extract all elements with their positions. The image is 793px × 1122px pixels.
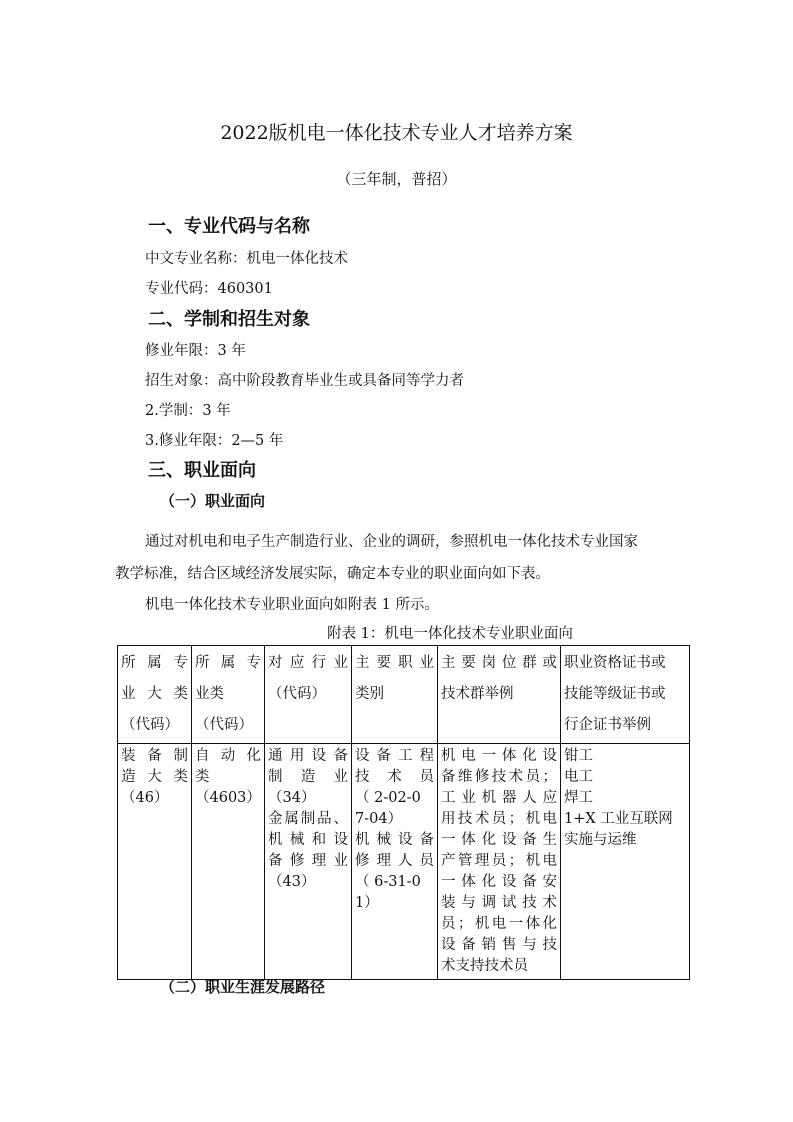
paragraph-line-3: 机电一体化技术专业职业面向如附表 1 所示。: [145, 597, 439, 613]
study-years-range: 3.修业年限：2—5 年: [145, 433, 284, 449]
career-orientation-table: [117, 645, 690, 980]
enrollment-target: 招生对象：高中阶段教育毕业生或具备同等学力者: [145, 373, 464, 389]
body-cell-line: （ 6-31-0: [355, 874, 421, 890]
body-cell-line: （ 2-02-0: [355, 790, 421, 806]
header-cell-line: 类别: [355, 686, 384, 702]
body-cell: [352, 744, 438, 980]
table-caption: 附表 1：机电一体化技术专业职业面向: [327, 626, 573, 642]
body-cell-line: 电工: [564, 769, 593, 785]
body-cell-line: 修理人员: [355, 853, 434, 869]
document-title: 2022版机电一体化技术专业人才培养方案: [220, 122, 573, 144]
body-cell-line: 设备工程: [355, 748, 434, 764]
header-cell-line: 行企证书举例: [564, 717, 651, 733]
document-subtitle: （三年制，普招）: [336, 170, 457, 188]
subheading-career-orientation: （一）职业面向: [160, 492, 266, 510]
header-cell-line: 所 属 专: [195, 655, 261, 671]
major-name: 中文专业名称：机电一体化技术: [145, 251, 348, 267]
header-cell: [192, 646, 265, 744]
body-cell-line: 通用设备: [268, 748, 348, 764]
body-cell-line: 装与调试技术: [441, 895, 557, 911]
paragraph-line-1: 通过对机电和电子生产制造行业、企业的调研，参照机电一体化技术专业国家: [145, 534, 638, 550]
body-cell-line: 类: [195, 769, 210, 785]
header-cell-line: 对应行业: [268, 655, 348, 671]
body-cell-line: 一体化设备生: [441, 832, 557, 848]
header-cell: [352, 646, 438, 744]
body-cell: [118, 744, 192, 980]
header-cell: [561, 646, 690, 744]
body-cell: [265, 744, 352, 980]
body-cell-line: 钳工: [564, 748, 593, 764]
heading-duration-enrollment: 二、学制和招生对象: [148, 309, 310, 330]
header-cell-line: 所 属 专: [121, 655, 188, 671]
heading-career-orientation: 三、职业面向: [148, 460, 256, 481]
study-years: 修业年限：3 年: [145, 343, 246, 359]
body-cell-line: （43）: [268, 874, 316, 890]
body-cell-line: （4603）: [195, 790, 261, 806]
table-row: [118, 744, 690, 980]
body-cell-line: 工业机器人应: [441, 790, 557, 806]
header-cell-line: （代码）: [268, 686, 326, 702]
body-cell-line: 设备销售与技: [441, 937, 557, 953]
header-cell-line: 主要岗位群或: [441, 655, 557, 671]
header-cell-line: 技能等级证书或: [564, 686, 666, 702]
body-cell: [192, 744, 265, 980]
schooling-system: 2.学制：3 年: [145, 403, 231, 419]
paragraph-line-2: 教学标准，结合区域经济发展实际，确定本专业的职业面向如下表。: [115, 566, 550, 582]
body-cell-line: 装备制: [121, 748, 188, 764]
header-cell-line: 职业资格证书或: [564, 655, 666, 671]
body-cell-line: 7-04）: [355, 811, 403, 827]
body-cell-line: 造大类: [121, 769, 188, 785]
body-cell-line: 1）: [355, 895, 379, 911]
body-cell-line: 焊工: [564, 790, 593, 806]
body-cell-line: 机械设备: [355, 832, 434, 848]
body-cell-line: 制 造 业: [268, 769, 348, 785]
body-cell-line: 术支持技术员: [441, 958, 528, 974]
body-cell-line: 1+X 工业互联网: [564, 811, 673, 827]
header-cell-line: 业 大 类: [121, 686, 188, 702]
body-cell-line: 员；机电一体化: [441, 916, 557, 932]
body-cell-line: 备修理业: [268, 853, 348, 869]
body-cell-line: 一体化设备安: [441, 874, 557, 890]
major-code: 专业代码：460301: [145, 281, 273, 297]
header-cell-line: （代码）: [121, 717, 179, 733]
body-cell-line: 技 术 员: [355, 769, 434, 785]
subheading-career-path: （二）职业生涯发展路径: [160, 978, 326, 996]
body-cell-line: 备维修技术员；: [441, 769, 557, 785]
body-cell-line: 产管理员；机电: [441, 853, 557, 869]
body-cell-line: 机械和设: [268, 832, 348, 848]
body-cell-line: 实施与运维: [564, 832, 637, 848]
header-cell-line: 主要职业: [355, 655, 434, 671]
table-header-row: [118, 646, 690, 744]
body-cell-line: 用技术员；机电: [441, 811, 557, 827]
body-cell-line: （34）: [268, 790, 316, 806]
header-cell: [438, 646, 561, 744]
body-cell: [438, 744, 561, 980]
body-cell: [561, 744, 690, 980]
body-cell-line: 机电一体化设: [441, 748, 557, 764]
heading-code-name: 一、专业代码与名称: [148, 216, 310, 237]
header-cell-line: （代码）: [195, 717, 253, 733]
header-cell: [118, 646, 192, 744]
body-cell-line: （46）: [121, 790, 169, 806]
body-cell-line: 金属制品、: [268, 811, 348, 827]
header-cell: [265, 646, 352, 744]
header-cell-line: 技术群举例: [441, 686, 514, 702]
body-cell-line: 自动化: [195, 748, 261, 764]
header-cell-line: 业类: [195, 686, 224, 702]
